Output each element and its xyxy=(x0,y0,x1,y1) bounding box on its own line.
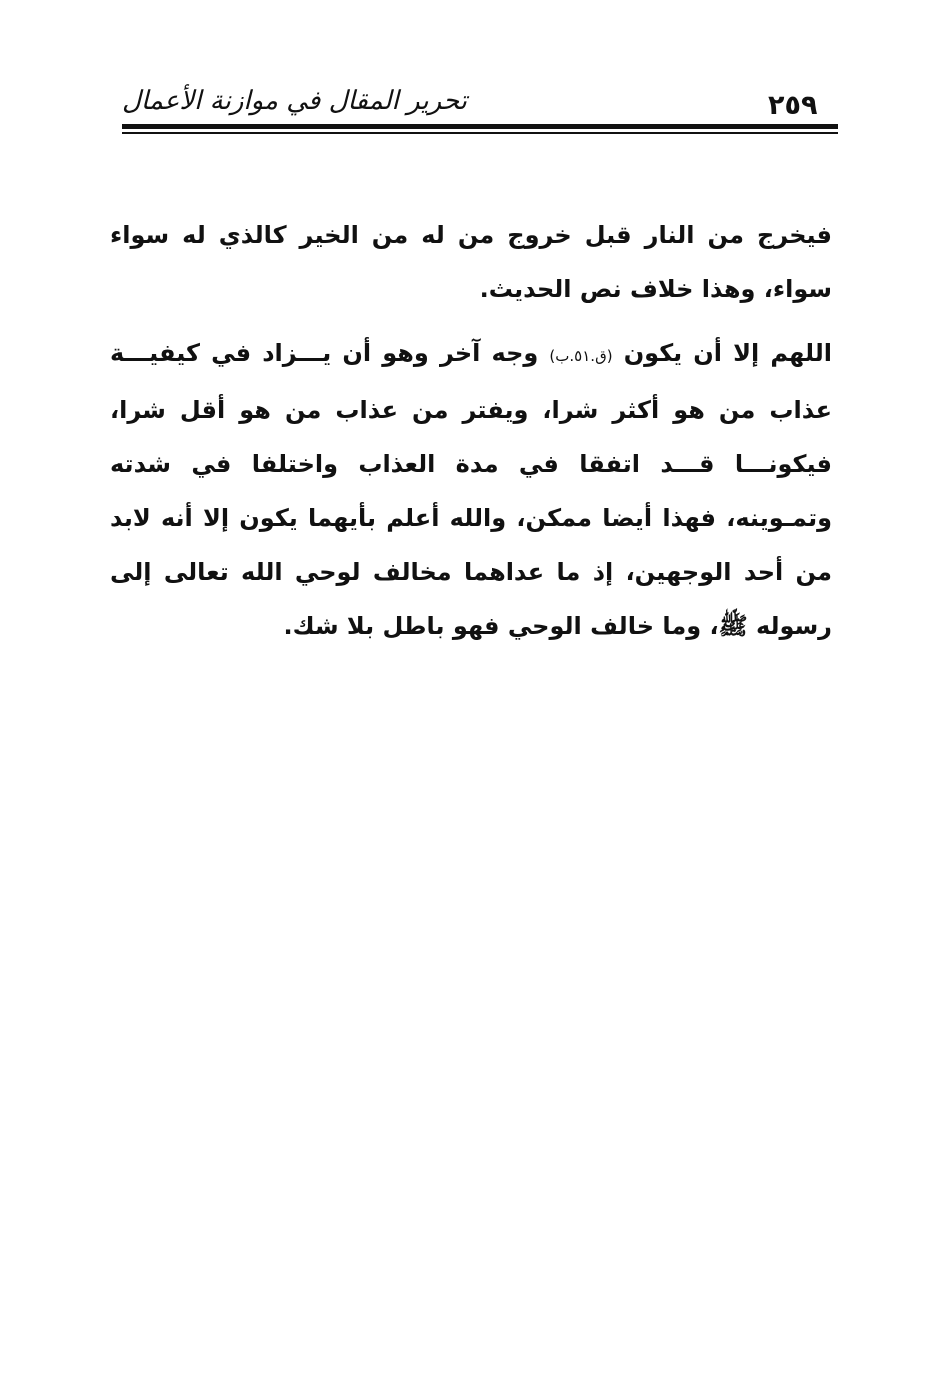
paragraph-1: فيخرج من النار قبل خروج من له من الخير كالذي له سواء سواء، وهذا خلاف نص الحديث. xyxy=(110,221,832,303)
page-number: ٢٥٩ xyxy=(768,90,818,121)
body-text xyxy=(110,208,832,653)
manuscript-reference: (ق.٥١.ب) xyxy=(549,347,613,365)
paragraph-2 xyxy=(110,326,832,653)
book-title: تحرير المقال في موازنة الأعمال xyxy=(122,86,467,116)
paragraph-2-lead: اللهم إلا أن يكون xyxy=(623,339,833,367)
running-header xyxy=(122,82,838,122)
header-rule-thin xyxy=(122,132,838,134)
paragraph-2-rest: وجه آخر وهو أن يـــزاد في كيفيـــة عذاب من هو أكثر شرا، ويفتر من عذاب من هو أقل شرا، فيكونـــا قـــد اتفقا في مدة العذاب واختلفا في شدته وتمـوينه، فهذا أيضا ممكن، والله أعلم بأيهما يكون إلا أنه لابد من أحد الوجهين، إذ ما عداهما مخالف لوحي الله تعالى إلى رسوله ﷺ، وما خالف الوحي فهو باطل بلا شك. xyxy=(110,339,832,640)
header-rule-thick xyxy=(122,124,838,129)
